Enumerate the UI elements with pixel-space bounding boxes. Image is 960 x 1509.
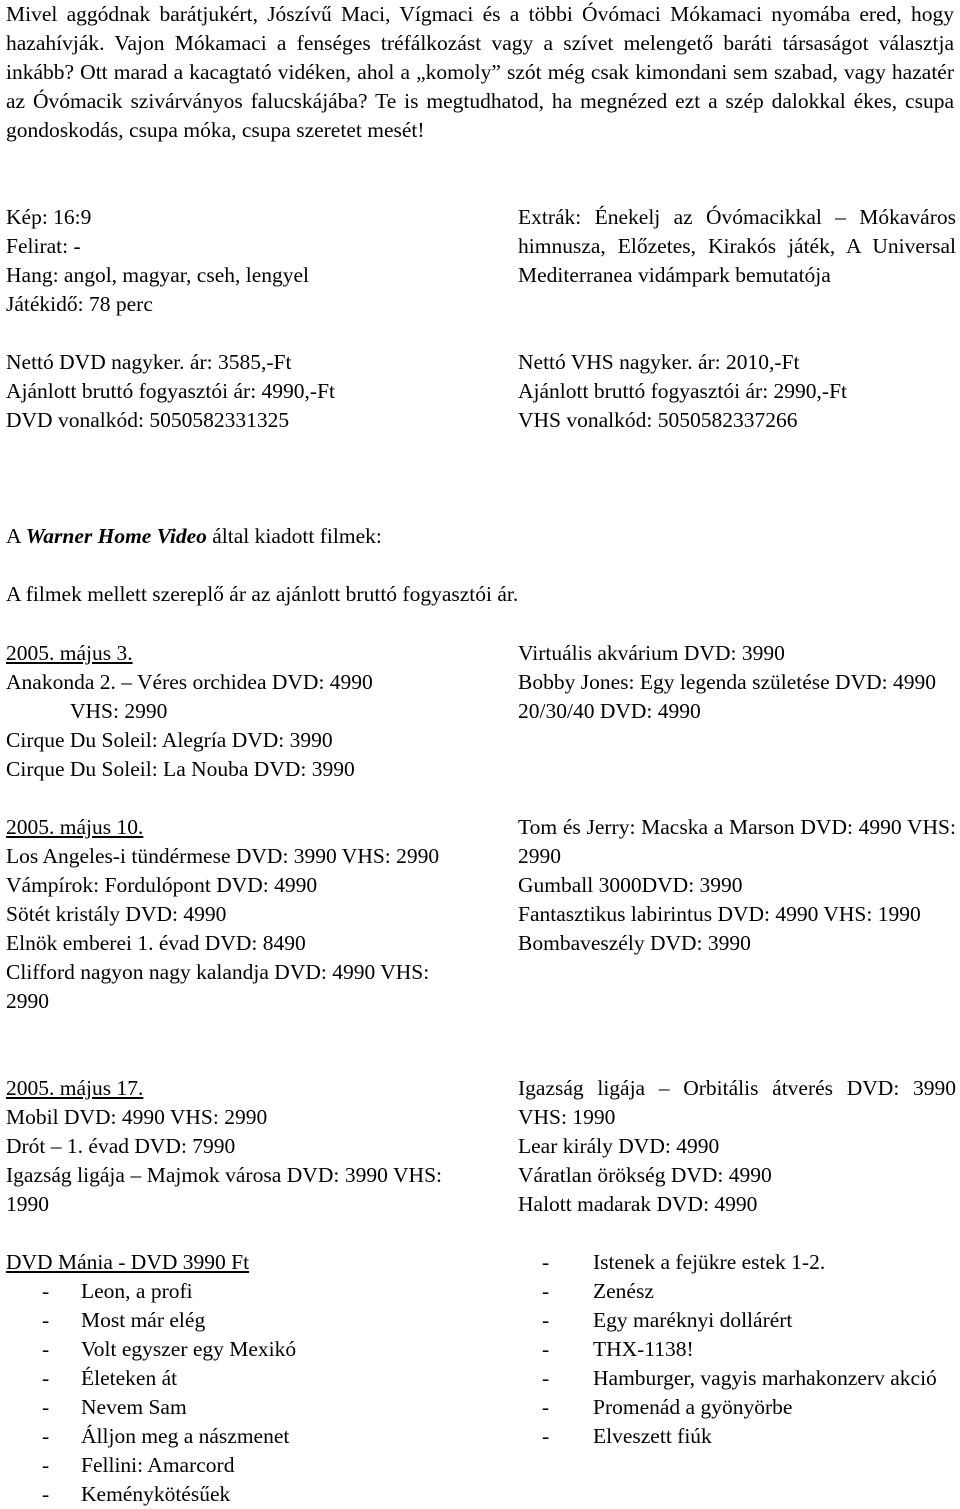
spec-runtime: Játékidő: 78 perc	[6, 292, 153, 316]
price-note: A filmek mellett szereplő ár az ajánlott bruttó fogyasztói ár.	[6, 582, 519, 606]
warner-suffix: által kiadott filmek:	[206, 524, 382, 548]
warner-heading	[6, 522, 954, 551]
list-item: Sötét kristály DVD: 4990	[6, 902, 227, 926]
dvd-net-price: Nettó DVD nagyker. ár: 3585,-Ft	[6, 350, 292, 374]
list-item: Fantasztikus labirintus DVD: 4990 VHS: 1990	[518, 902, 921, 926]
dvd-mania-left	[6, 1248, 466, 1509]
list-item: - Elveszett fiúk	[542, 1424, 712, 1448]
list-item: Lear király DVD: 4990	[518, 1134, 720, 1158]
list-item: Bombaveszély DVD: 3990	[518, 931, 751, 955]
list-item: - Leon, a profi	[42, 1279, 193, 1303]
spec-audio: Hang: angol, magyar, cseh, lengyel	[6, 263, 310, 287]
list-item: - Nevem Sam	[42, 1395, 187, 1419]
section-may3-right	[518, 639, 956, 726]
section-may10-left	[6, 813, 442, 1016]
list-item: - Most már elég	[42, 1308, 206, 1332]
date-may17: 2005. május 17.	[6, 1076, 144, 1100]
spec-subtitle: Felirat: -	[6, 234, 81, 258]
list-item: - Álljon meg a nászmenet	[42, 1424, 290, 1448]
list-item: Cirque Du Soleil: La Nouba DVD: 3990	[6, 757, 355, 781]
list-item: - THX-1138!	[542, 1337, 694, 1361]
list-item: - Hamburger, vagyis marhakonzerv akció	[542, 1366, 937, 1390]
intro-paragraph: Mivel aggódnak barátjukért, Jószívű Maci, Vígmaci és a többi Óvómaci Mókamaci nyomába ered, hogy hazahívják. Vajon Mókamaci a fenséges tréfálkozást vagy a szívet melengető baráti társaságot választja inkább? Ott marad a kacagtató vidéken, ahol a „komoly” szót még csak kimondani sem szabad, vagy hazatér az Óvómacik szivárványos falucskájába? Te is megtudhatod, ha megnézed ezt a szép dalokkal ékes, csupa gondoskodás, csupa móka, csupa szeretet mesét!	[6, 2, 954, 142]
vhs-barcode: VHS vonalkód: 5050582337266	[518, 408, 798, 432]
section-may3-left	[6, 639, 466, 784]
dvd-rrp: Ajánlott bruttó fogyasztói ár: 4990,-Ft	[6, 379, 336, 403]
list-item: Virtuális akvárium DVD: 3990	[518, 641, 785, 665]
list-item: - Fellini: Amarcord	[42, 1453, 235, 1477]
list-item: - Életeken át	[42, 1366, 178, 1390]
list-item: Clifford nagyon nagy kalandja DVD: 4990 VHS: 2990	[6, 960, 430, 1013]
spec-picture: Kép: 16:9	[6, 205, 92, 229]
section-may17-left	[6, 1074, 442, 1219]
date-may10: 2005. május 10.	[6, 815, 144, 839]
dvd-mania-right	[518, 1248, 956, 1451]
vhs-prices	[518, 348, 956, 435]
warner-label: Warner Home Video	[25, 524, 207, 548]
list-item: Halott madarak DVD: 4990	[518, 1192, 758, 1216]
list-item: Mobil DVD: 4990 VHS: 2990	[6, 1105, 268, 1129]
dvd-prices	[6, 348, 466, 435]
list-item: Vámpírok: Fordulópont DVD: 4990	[6, 873, 318, 897]
dvd-mania-list-right	[518, 1248, 956, 1451]
section-may17-right	[518, 1074, 956, 1219]
list-item: Anakonda 2. – Véres orchidea DVD: 4990	[6, 670, 373, 694]
list-item: Tom és Jerry: Macska a Marson DVD: 4990 VHS: 2990	[518, 815, 956, 868]
date-may3: 2005. május 3.	[6, 641, 133, 665]
list-item: - Egy maréknyi dollárért	[542, 1308, 793, 1332]
list-item: VHS: 2990	[70, 699, 168, 723]
list-item: - Keménykötésűek	[42, 1482, 231, 1506]
section-may10-right	[518, 813, 956, 958]
list-item: - Zenész	[542, 1279, 654, 1303]
list-item: - Volt egyszer egy Mexikó	[42, 1337, 297, 1361]
list-item: Igazság ligája – Majmok városa DVD: 3990 VHS: 1990	[6, 1163, 442, 1216]
list-item: Los Angeles-i tündérmese DVD: 3990 VHS: 2990	[6, 844, 440, 868]
list-item: Elnök emberei 1. évad DVD: 8490	[6, 931, 306, 955]
list-item: Drót – 1. évad DVD: 7990	[6, 1134, 236, 1158]
dvd-mania-title: DVD Mánia - DVD 3990 Ft	[6, 1250, 250, 1274]
vhs-net-price: Nettó VHS nagyker. ár: 2010,-Ft	[518, 350, 800, 374]
list-item: Igazság ligája – Orbitális átverés DVD: 3990 VHS: 1990	[518, 1076, 956, 1129]
list-item: 20/30/40 DVD: 4990	[518, 699, 701, 723]
list-item: Cirque Du Soleil: Alegría DVD: 3990	[6, 728, 333, 752]
list-item: Bobby Jones: Egy legenda születése DVD: 4990	[518, 670, 936, 694]
dvd-barcode: DVD vonalkód: 5050582331325	[6, 408, 290, 432]
vhs-rrp: Ajánlott bruttó fogyasztói ár: 2990,-Ft	[518, 379, 848, 403]
list-item: - Promenád a gyönyörbe	[542, 1395, 793, 1419]
list-item: Gumball 3000DVD: 3990	[518, 873, 743, 897]
list-item: Váratlan örökség DVD: 4990	[518, 1163, 772, 1187]
spec-extras: Extrák: Énekelj az Óvómacikkal – Mókaváros himnusza, Előzetes, Kirakós játék, A Universal Mediterranea vidámpark bemutatója	[518, 205, 956, 287]
specs-block	[6, 203, 466, 319]
dvd-mania-list-left	[6, 1277, 466, 1509]
list-item: - Istenek a fejükre estek 1-2.	[542, 1250, 826, 1274]
warner-prefix: A	[6, 524, 26, 548]
